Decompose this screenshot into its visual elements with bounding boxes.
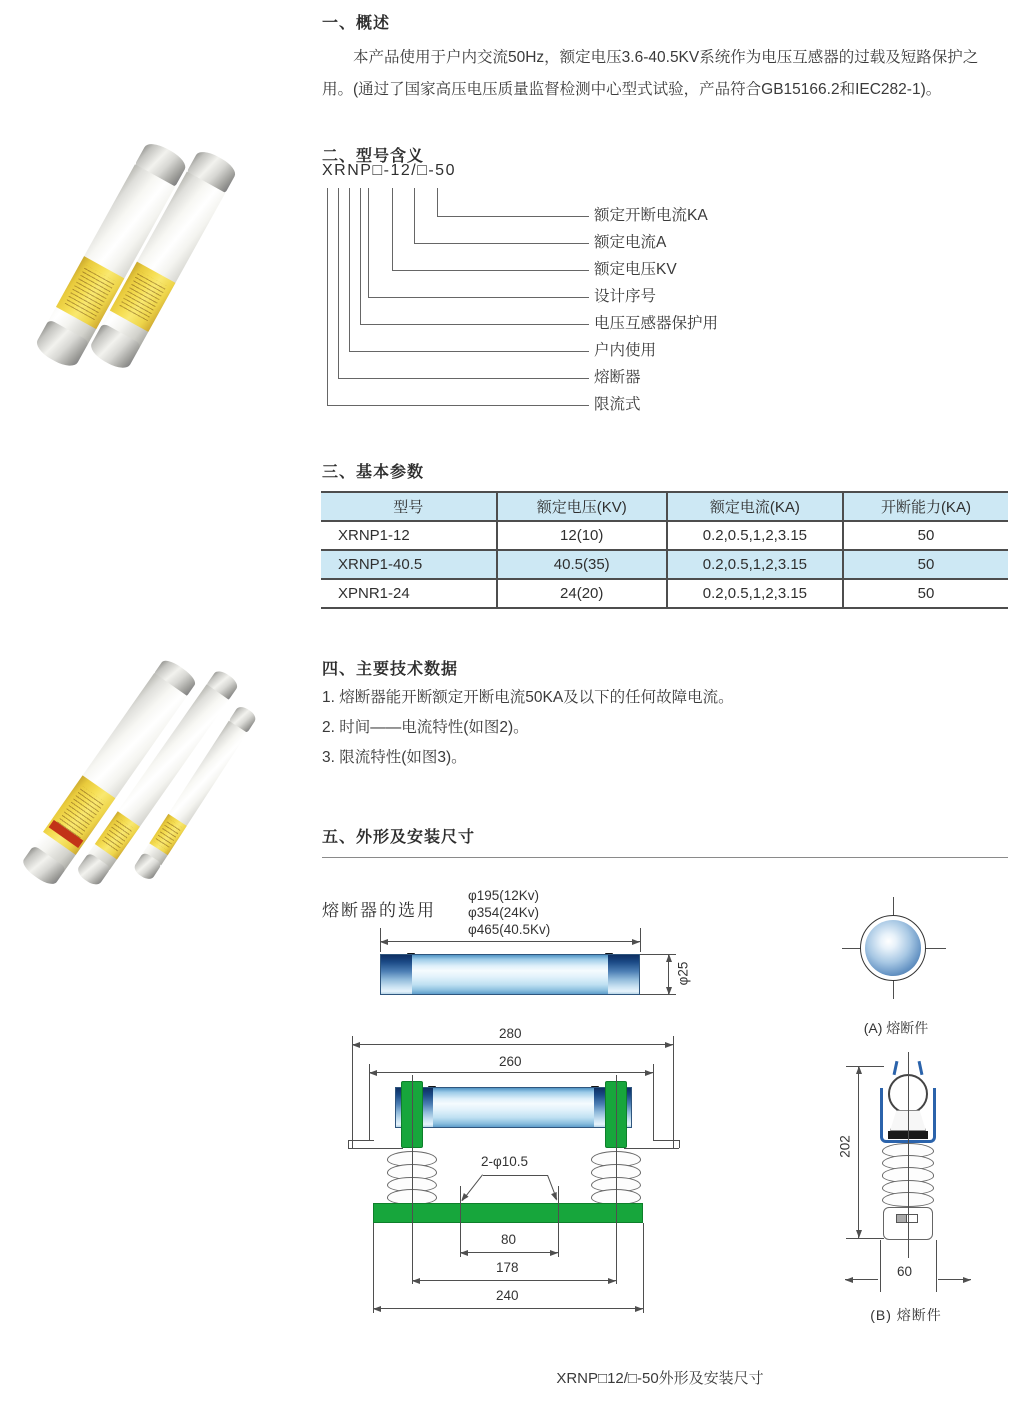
cell-voltage: 40.5(35) xyxy=(497,550,667,579)
dim-base-span-line xyxy=(373,1308,643,1309)
fuse-drawing-side-view xyxy=(380,954,640,995)
dim-part-b-width-arrow xyxy=(845,1279,878,1280)
cell-model: XRNP1-12 xyxy=(338,527,410,544)
cell-voltage: 12(10) xyxy=(497,521,667,550)
bracket-line xyxy=(348,1140,349,1148)
ext-line xyxy=(369,1064,370,1140)
dim-inner-line xyxy=(369,1072,653,1073)
part-b-caption: (B) 熔断件 xyxy=(870,1307,942,1323)
model-label-breaking-current: 额定开断电流KA xyxy=(594,207,708,224)
clip-spring-tab xyxy=(893,1061,899,1075)
section-model-heading: 二、型号含义 xyxy=(322,148,425,165)
table-row xyxy=(321,521,1008,550)
ext-line xyxy=(936,1240,937,1292)
fuse-tube xyxy=(433,1088,594,1127)
product-photo-two-fuses xyxy=(20,130,270,380)
bracket-line xyxy=(653,1140,679,1141)
cell-model: XPNR1-24 xyxy=(338,585,410,602)
callout-underline xyxy=(483,1175,548,1176)
ext-line xyxy=(640,928,641,952)
table-row xyxy=(321,579,1008,608)
dim-insulator-span-text: 178 xyxy=(496,1260,519,1275)
dim-part-b-width-text: 60 xyxy=(897,1264,913,1279)
cell-voltage: 24(20) xyxy=(497,579,667,608)
model-label-indoor-use: 户内使用 xyxy=(594,342,657,359)
bracket-line xyxy=(348,1140,374,1141)
model-connector-X xyxy=(327,188,589,406)
fuse-end-cap xyxy=(381,955,412,994)
bracket-line xyxy=(348,1148,403,1149)
overview-paragraph: 本产品使用于户内交流50Hz，额定电压3.6-40.5KV系统作为电压互感器的过载及短路保护之用。(通过了国家高压电压质量监督检测中心型式试验，产品符合GB15166.2和IEC282-1)。 xyxy=(322,49,979,98)
dim-base-span-text: 240 xyxy=(496,1288,519,1303)
cell-model: XRNP1-40.5 xyxy=(338,556,423,573)
mounting-base-bar xyxy=(373,1203,643,1223)
ext-line xyxy=(643,1223,644,1313)
model-label-pt-protection: 电压互感器保护用 xyxy=(594,315,719,332)
dim-part-b-height-line xyxy=(858,1066,859,1238)
cell-current: 0.2,0.5,1,2,3.15 xyxy=(667,579,843,608)
section-overview-heading: 一、概述 xyxy=(322,15,391,32)
dim-overall-line xyxy=(352,1044,673,1045)
length-option-12kv: φ195(12Kv) xyxy=(468,888,540,903)
section-outline-heading: 五、外形及安装尺寸 xyxy=(322,829,476,846)
model-label-fuse: 熔断器 xyxy=(594,369,641,386)
centerline xyxy=(908,1052,909,1258)
model-label-current-limiting: 限流式 xyxy=(594,396,641,413)
dim-overall-text: 280 xyxy=(499,1026,522,1041)
diameter-dimension-line xyxy=(668,954,669,995)
length-option-24kv: φ354(24Kv) xyxy=(468,905,540,920)
ext-line xyxy=(846,1238,884,1239)
part-a-caption: (A) 熔断件 xyxy=(863,1020,929,1036)
tech-item-3: 3. 限流特性(如图3)。 xyxy=(322,749,467,766)
fuse-end-cap xyxy=(608,955,639,994)
callout-leader xyxy=(547,1175,557,1200)
tech-item-1: 1. 熔断器能开断额定开断电流50KA及以下的任何故障电流。 xyxy=(322,689,734,706)
bracket-line xyxy=(624,1148,679,1149)
model-label-design-serial: 设计序号 xyxy=(594,288,657,305)
dim-part-b-height-text: 202 xyxy=(837,1135,853,1158)
table-header-row xyxy=(321,492,1008,521)
clip-spring-tab xyxy=(918,1061,924,1075)
dim-hole-span-line xyxy=(460,1252,558,1253)
col-header-voltage: 额定电压(KV) xyxy=(497,492,667,521)
col-header-current: 额定电流(KA) xyxy=(667,492,843,521)
section-params-heading: 三、基本参数 xyxy=(322,464,425,481)
base-terminal xyxy=(896,1214,918,1223)
hole-callout-text: 2-φ10.5 xyxy=(481,1154,529,1169)
cell-current: 0.2,0.5,1,2,3.15 xyxy=(667,521,843,550)
cell-capacity: 50 xyxy=(843,579,1008,608)
fuse-element-cross-section xyxy=(865,920,921,976)
dim-insulator-span-line xyxy=(412,1280,616,1281)
cell-capacity: 50 xyxy=(843,521,1008,550)
callout-leader xyxy=(462,1174,483,1201)
tech-item-2: 2. 时间——电流特性(如图2)。 xyxy=(322,719,529,736)
dim-hole-span-text: 80 xyxy=(501,1232,517,1247)
length-option-40kv: φ465(40.5Kv) xyxy=(468,922,551,937)
mounted-fuse-drawing xyxy=(395,1087,632,1128)
col-header-capacity: 开断能力(KA) xyxy=(843,492,1008,521)
ext-line xyxy=(653,1064,654,1140)
figure-caption-footer: XRNP□12/□-50外形及安装尺寸 xyxy=(556,1370,764,1387)
centerline xyxy=(616,1075,617,1284)
model-label-rated-voltage: 额定电压KV xyxy=(594,261,677,278)
fuse-selection-label: 熔断器的选用 xyxy=(322,901,436,920)
table-row xyxy=(321,550,1008,579)
section-divider xyxy=(322,857,1008,858)
product-photo-three-fuses xyxy=(15,640,275,895)
ext-line xyxy=(373,1223,374,1313)
fuse-tube xyxy=(412,955,608,994)
section-tech-heading: 四、主要技术数据 xyxy=(322,661,459,678)
col-header-model: 型号 xyxy=(393,499,424,516)
diameter-dimension-text: φ25 xyxy=(675,961,691,986)
parameters-table xyxy=(321,491,1008,609)
ext-line xyxy=(352,1036,353,1148)
bracket-line xyxy=(679,1140,680,1148)
ext-line xyxy=(673,1036,674,1148)
ext-line xyxy=(846,1066,884,1067)
model-label-rated-current: 额定电流A xyxy=(594,234,667,251)
model-code: XRNP□-12/□-50 xyxy=(322,162,456,179)
centerline xyxy=(412,1075,413,1284)
cell-current: 0.2,0.5,1,2,3.15 xyxy=(667,550,843,579)
length-dimension-line xyxy=(380,941,640,942)
dim-inner-text: 260 xyxy=(499,1054,522,1069)
ext-line xyxy=(880,1240,881,1292)
cell-capacity: 50 xyxy=(843,550,1008,579)
dim-part-b-width-arrow xyxy=(938,1279,971,1280)
